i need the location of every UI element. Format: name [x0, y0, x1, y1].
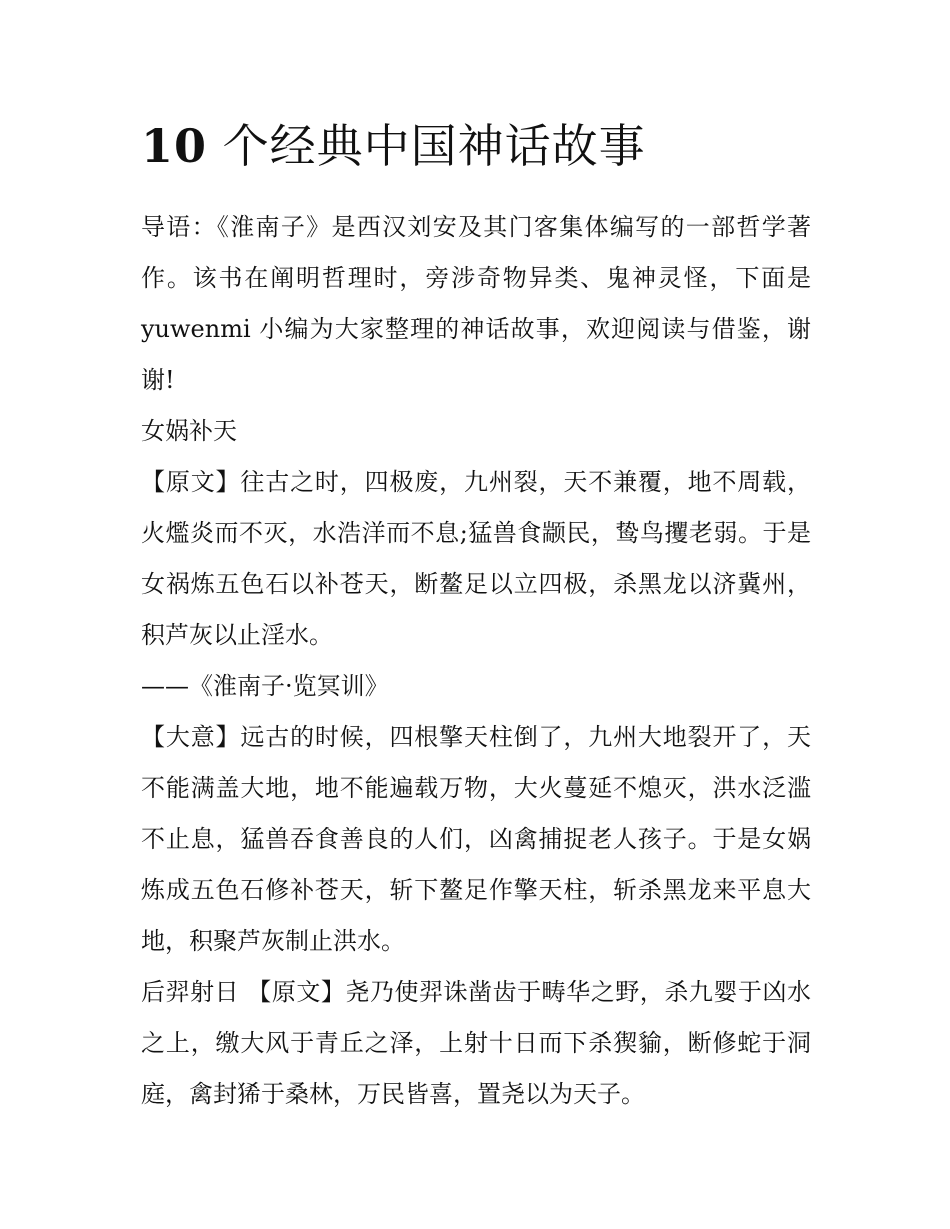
title-text: 个经典中国神话故事: [207, 119, 646, 173]
houyi-paragraph: 后羿射日 【原文】尧乃使羿诛凿齿于畴华之野，杀九婴于凶水之上，缴大风于青丘之泽，上射十日而下杀猰貐，断修蛇于洞庭，禽封狶于桑林，万民皆喜，置尧以为天子。: [141, 978, 811, 1108]
title-number: 10: [141, 119, 208, 173]
document-title: [141, 112, 811, 180]
original-text-paragraph: 【原文】往古之时，四极废，九州裂，天不兼覆，地不周载，火爁炎而不灭，水浩洋而不息;猛兽食颛民，鸷鸟攫老弱。于是女祸炼五色石以补苍天，断鳌足以立四极，杀黑龙以济冀州，积芦灰以止淫水。: [141, 468, 811, 649]
source-citation: ——《淮南子·览冥训》: [141, 672, 389, 700]
section-heading-nuwa: 女娲补天: [141, 417, 237, 445]
intro-paragraph: 导语：《淮南子》是西汉刘安及其门客集体编写的一部哲学著作。该书在阐明哲理时，旁涉奇物异类、鬼神灵怪，下面是 yuwenmi 小编为大家整理的神话故事，欢迎阅读与借鉴，谢谢!: [141, 213, 811, 394]
document-page: [141, 112, 811, 1120]
meaning-paragraph: 【大意】远古的时候，四根擎天柱倒了，九州大地裂开了，天不能满盖大地，地不能遍载万物，大火蔓延不熄灭，洪水泛滥不止息，猛兽吞食善良的人们，凶禽捕捉老人孩子。于是女娲炼成五色石修补苍天，斩下鳌足作擎天柱，斩杀黑龙来平息大地，积聚芦灰制止洪水。: [141, 723, 811, 955]
